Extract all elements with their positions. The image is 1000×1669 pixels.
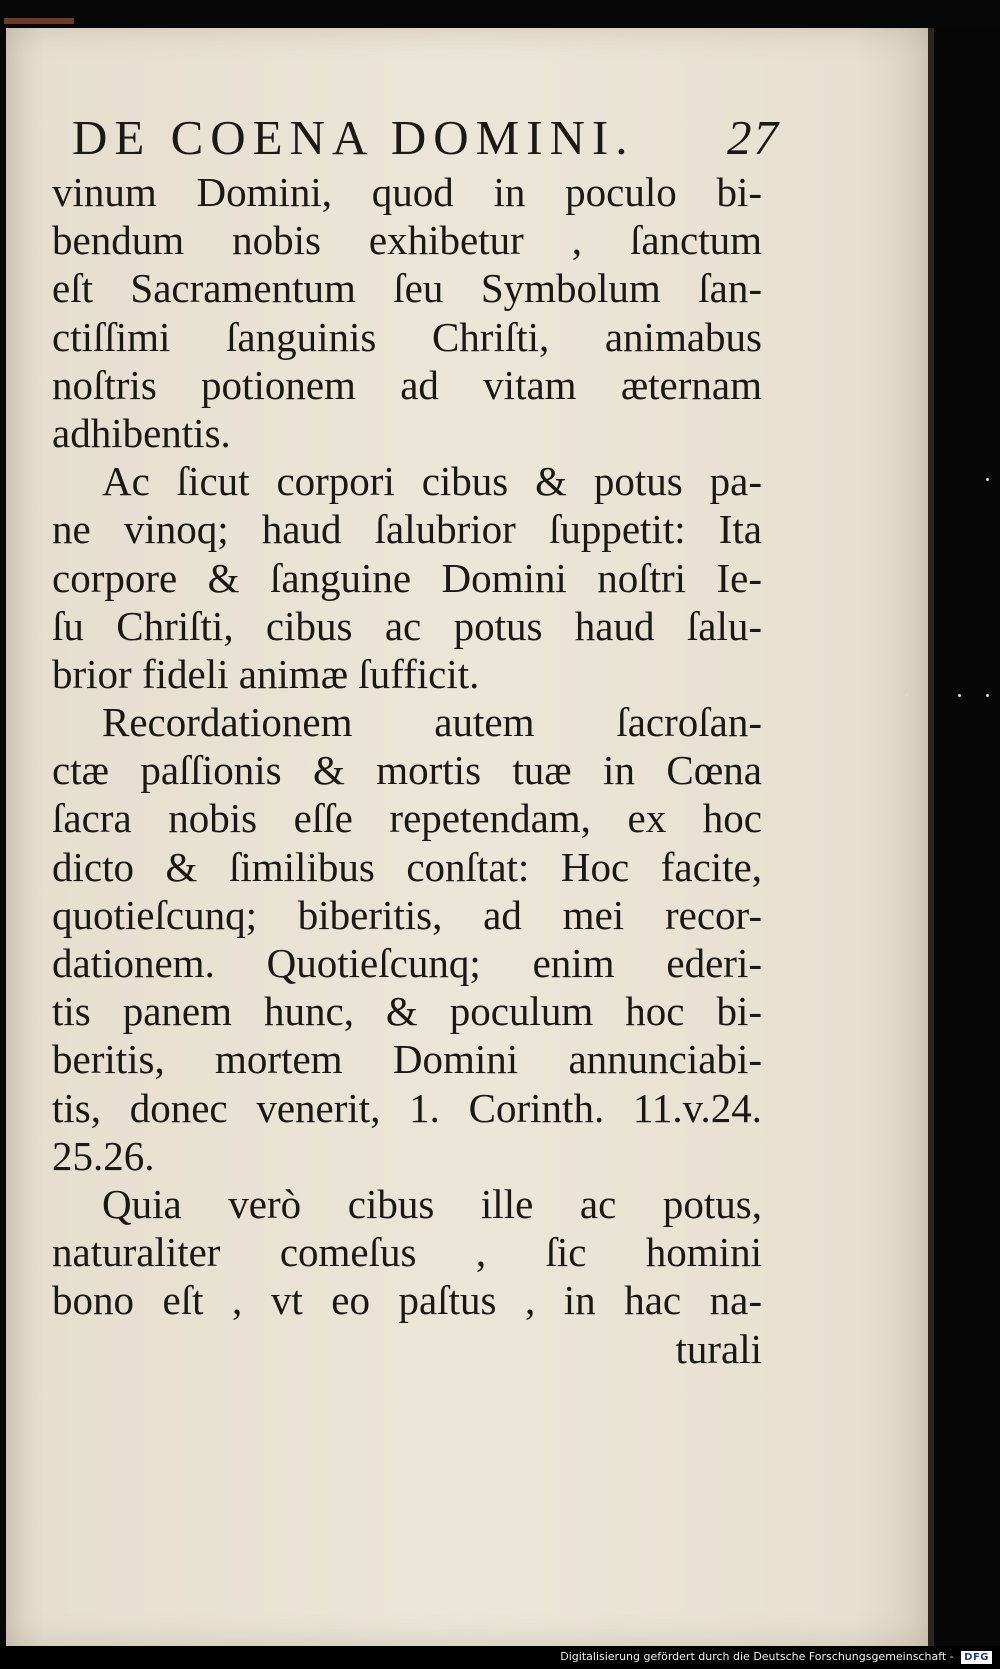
text-line: corpore & ſanguine Domini noſtri Ie- (52, 554, 762, 601)
text-line: Ac ſicut corpori cibus & potus pa- (102, 458, 762, 505)
text-line: tis, donec venerit, 1. Corinth. 11.v.24. (52, 1084, 762, 1131)
text-line: eſt Sacramentum ſeu Symbolum ſan- (52, 265, 762, 312)
binding-strip (4, 18, 74, 24)
page-text (52, 108, 780, 1373)
text-line: ſacra nobis eſſe repetendam, ex hoc (52, 795, 762, 842)
page-number: 27 (727, 110, 780, 165)
scan-top-border (0, 0, 1000, 28)
text-line: Quia verò cibus ille ac potus, (102, 1180, 762, 1227)
page-edge (928, 28, 934, 1646)
running-head-title: DE COENA DOMINI. (72, 110, 635, 165)
text-line: beritis, mortem Domini annunciabi- (52, 1036, 762, 1083)
dfg-logo: DFG (961, 1651, 992, 1664)
running-head (72, 108, 780, 168)
text-line: ctiſſimi ſanguinis Chriſti, animabus (52, 313, 762, 360)
text-line: brior fideli animæ ſufficit. (52, 650, 480, 697)
text-line: ne vinoq; haud ſalubrior ſuppetit: Ita (52, 506, 762, 553)
text-line: tis panem hunc, & poculum hoc bi- (52, 988, 762, 1035)
dust-speck (986, 694, 989, 697)
dust-speck (958, 694, 961, 697)
text-line: vinum Domini, quod in poculo bi- (52, 169, 762, 215)
text-line: 25.26. (52, 1132, 155, 1179)
text-line: quotieſcunq; biberitis, ad mei recor- (52, 891, 762, 938)
text-line: naturaliter comeſus , ſic homini (52, 1229, 762, 1276)
text-line: ſu Chriſti, cibus ac potus haud ſalu- (52, 602, 762, 649)
text-line: ctæ paſſionis & mortis tuæ in Cœna (52, 747, 762, 794)
text-line: bendum nobis exhibetur , ſanctum (52, 217, 762, 264)
dust-speck (986, 478, 989, 481)
text-line: dationem. Quotieſcunq; enim ederi- (52, 940, 762, 986)
catchword: turali (675, 1325, 762, 1372)
text-line: Recordationem autem ſacroſan- (102, 699, 762, 746)
credit-text: Digitalisierung gefördert durch die Deutsche Forschungsgemeinschaft - (560, 1650, 954, 1663)
text-line: bono eſt , vt eo paſtus , in hac na- (52, 1277, 762, 1324)
digitization-credit (560, 1650, 992, 1664)
text-line: dicto & ſimilibus conſtat: Hoc facite, (52, 843, 762, 890)
dust-speck (905, 694, 908, 697)
text-line: adhibentis. (52, 409, 231, 456)
text-line: noſtris potionem ad vitam æternam (52, 361, 762, 408)
